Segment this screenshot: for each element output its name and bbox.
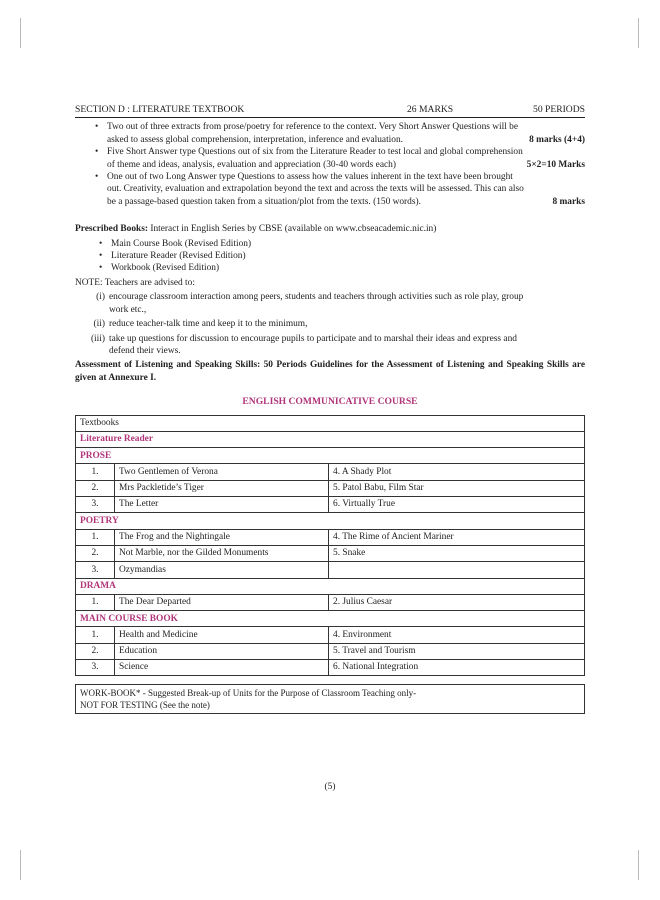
table-cell: 5. Patol Babu, Film Star bbox=[329, 480, 585, 496]
course-title: ENGLISH COMMUNICATIVE COURSE bbox=[242, 396, 418, 408]
book-list bbox=[75, 238, 585, 275]
section-header bbox=[75, 104, 585, 118]
table-row bbox=[76, 562, 585, 578]
assessment-note: Assessment of Listening and Speaking Skills: 50 Periods Guidelines for the Assessment of Listening and Speaking Skills are given at Annexure I. bbox=[75, 360, 585, 383]
note-title: NOTE: Teachers are advised to: bbox=[75, 277, 195, 288]
section-marks: 26 MARKS bbox=[407, 104, 454, 115]
bullet-item: • Two out of three extracts from prose/poetry for reference to the context. Very Short Answer Questions will be asked to assess global comprehension, interpretation, inference and evaluation. 8 marks (4+4) bbox=[75, 121, 585, 146]
workbook-note: WORK-BOOK* - Suggested Break-up of Units for the Purpose of Classroom Teaching only- NOT FOR TESTING (See the note) bbox=[75, 684, 585, 714]
table-cell: Two Gentlemen of Verona bbox=[115, 464, 329, 480]
table-cell: 2. Julius Caesar bbox=[329, 594, 585, 610]
section-title: SECTION D : LITERATURE TEXTBOOK bbox=[75, 104, 245, 115]
table-row bbox=[76, 594, 585, 610]
book-item: • Workbook (Revised Edition) bbox=[75, 262, 585, 274]
table-cell: 1. bbox=[76, 529, 115, 545]
bullet-item: • One out of two Long Answer type Questions to assess how the values inherent in the text have been brought out. Creativity, evaluation and extrapolation beyond the text and across the texts will be assessed. This can also be a passage-based question taken from a situation/plot from the texts. (150 words). 8 marks bbox=[75, 171, 585, 208]
table-cell: 4. Environment bbox=[329, 627, 585, 643]
table-cell: 5. Travel and Tourism bbox=[329, 643, 585, 659]
table-cell: 2. bbox=[76, 643, 115, 659]
textbooks-table bbox=[75, 415, 585, 677]
table-row bbox=[76, 480, 585, 496]
table-cell bbox=[329, 562, 585, 578]
book-item: • Main Course Book (Revised Edition) bbox=[75, 238, 585, 250]
bullet-marks: 8 marks (4+4) bbox=[529, 134, 585, 145]
note-item: (iii) take up questions for discussion to encourage pupils to participate and to marshal their ideas and express and defend their views. bbox=[90, 333, 517, 356]
table-cell: 5. Snake bbox=[329, 545, 585, 561]
table-cell: 1. bbox=[76, 627, 115, 643]
table-cell: The Letter bbox=[115, 497, 329, 513]
table-cell: 1. bbox=[76, 464, 115, 480]
prescribed-text: Interact in English Series by CBSE (available on www.cbseacademic.nic.in) bbox=[150, 224, 437, 235]
table-cell: Education bbox=[115, 643, 329, 659]
table-cell: Science bbox=[115, 659, 329, 675]
table-row bbox=[76, 659, 585, 675]
table-row bbox=[76, 497, 585, 513]
table-cell: 2. bbox=[76, 545, 115, 561]
table-cell: 3. bbox=[76, 562, 115, 578]
table-cell: Ozymandias bbox=[115, 562, 329, 578]
category-main-course-book: MAIN COURSE BOOK bbox=[76, 611, 585, 627]
table-cell: The Frog and the Nightingale bbox=[115, 529, 329, 545]
note-item: (ii) reduce teacher-talk time and keep it to the minimum, bbox=[93, 319, 308, 330]
category-literature-reader: Literature Reader bbox=[76, 431, 585, 447]
table-header: Textbooks bbox=[76, 415, 585, 431]
crop-mark bbox=[638, 850, 639, 880]
bullet-marks: 8 marks bbox=[552, 196, 585, 207]
table-row bbox=[76, 545, 585, 561]
crop-mark bbox=[20, 18, 21, 48]
category-poetry: POETRY bbox=[76, 513, 585, 529]
table-row bbox=[76, 529, 585, 545]
crop-mark bbox=[638, 18, 639, 48]
table-cell: Mrs Packletide’s Tiger bbox=[115, 480, 329, 496]
prescribed-books bbox=[75, 223, 585, 235]
page-content bbox=[75, 104, 585, 714]
book-item: • Literature Reader (Revised Edition) bbox=[75, 250, 585, 262]
table-row bbox=[76, 464, 585, 480]
bullet-item: • Five Short Answer type Questions out of six from the Literature Reader to test local and global comprehension of theme and ideas, analysis, evaluation and appreciation (30-40 words each) 5×2=10 Marks bbox=[75, 146, 585, 171]
category-prose: PROSE bbox=[76, 448, 585, 464]
table-cell: Not Marble, nor the Gilded Monuments bbox=[115, 545, 329, 561]
table-row bbox=[76, 643, 585, 659]
table-cell: 1. bbox=[76, 594, 115, 610]
section-periods: 50 PERIODS bbox=[533, 104, 585, 115]
section-bullets bbox=[75, 121, 585, 208]
page-number: (5) bbox=[324, 782, 336, 792]
crop-mark bbox=[20, 850, 21, 880]
table-row bbox=[76, 627, 585, 643]
table-cell: 3. bbox=[76, 659, 115, 675]
table-cell: The Dear Departed bbox=[115, 594, 329, 610]
table-cell: 4. The Rime of Ancient Mariner bbox=[329, 529, 585, 545]
table-cell: 2. bbox=[76, 480, 115, 496]
table-cell: 6. Virtually True bbox=[329, 497, 585, 513]
note-list bbox=[75, 291, 585, 357]
table-cell: Health and Medicine bbox=[115, 627, 329, 643]
category-drama: DRAMA bbox=[76, 578, 585, 594]
table-cell: 4. A Shady Plot bbox=[329, 464, 585, 480]
bullet-marks: 5×2=10 Marks bbox=[526, 159, 585, 170]
table-cell: 3. bbox=[76, 497, 115, 513]
note-item: (i) encourage classroom interaction among peers, students and teachers through activities such as role play, group work etc., bbox=[96, 292, 524, 315]
prescribed-label: Prescribed Books: bbox=[75, 224, 148, 235]
table-cell: 6. National Integration bbox=[329, 659, 585, 675]
